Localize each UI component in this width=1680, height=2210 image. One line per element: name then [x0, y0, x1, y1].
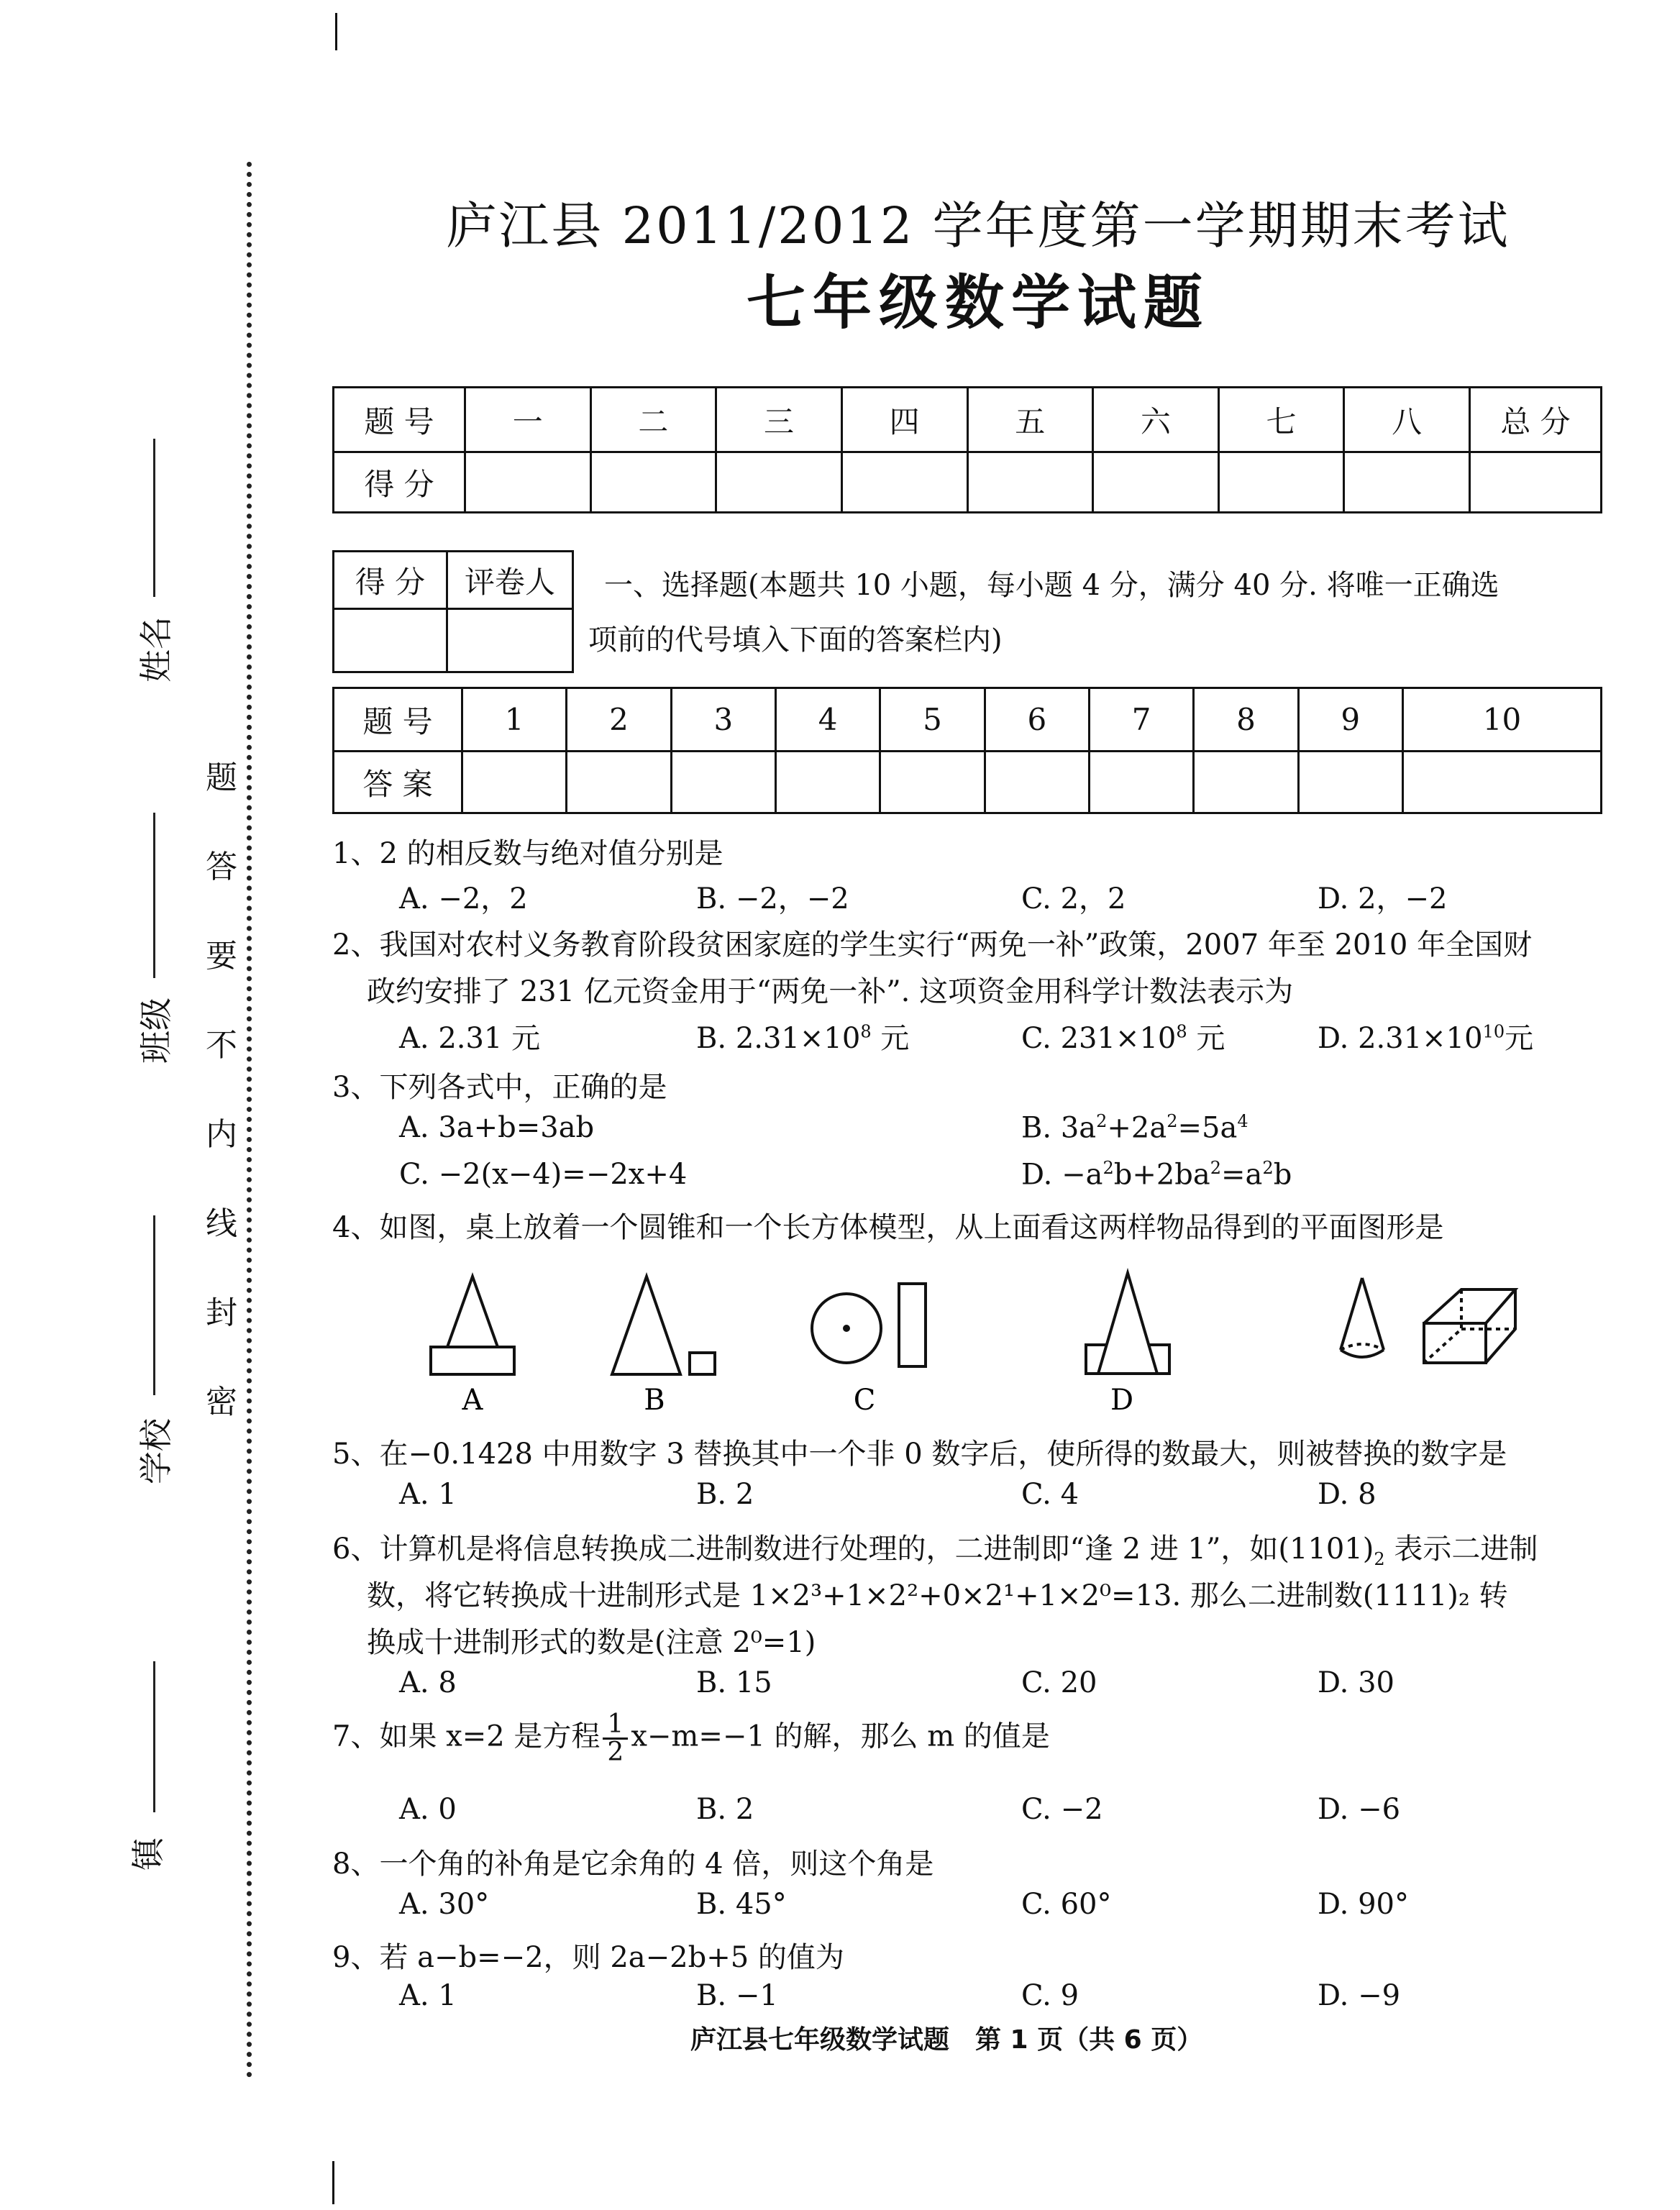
- q2-b-unit: 元: [871, 1022, 910, 1055]
- grader-box: [332, 550, 574, 673]
- question-4-figures: [332, 1262, 1602, 1420]
- q2-c-base: C. 231×10: [1021, 1022, 1177, 1055]
- q2-option-a: A. 2.31 元: [399, 1022, 541, 1055]
- q7-stem-part: x−m=−1 的解，那么 m 的值是: [631, 1720, 1050, 1753]
- q2-b-exp: 8: [860, 1021, 872, 1042]
- answer-table-header: 7: [1089, 688, 1193, 752]
- page-footer: 庐江县七年级数学试题 第 1 页（共 6 页）: [690, 2025, 1203, 2055]
- grader-name-header: 评卷人: [447, 552, 573, 609]
- q4-d-triangle: [1098, 1273, 1157, 1374]
- score-table-header: 四: [841, 388, 967, 452]
- answer-table: [332, 687, 1602, 814]
- name-label: 姓名: [137, 616, 175, 682]
- answer-table-header: 1: [462, 688, 567, 752]
- q2-option-b: [696, 1015, 909, 1056]
- q2-option-c: [1021, 1015, 1225, 1056]
- q3-option-c: C. −2(x−4)=−2x+4: [399, 1158, 688, 1191]
- q7-frac-den: 2: [607, 1738, 624, 1767]
- q4-cone-base-hidden: [1341, 1344, 1384, 1350]
- q2-b-base: B. 2.31×10: [696, 1022, 861, 1055]
- edge-mark: [335, 13, 337, 50]
- answer-cell[interactable]: [1298, 752, 1402, 813]
- answer-table-header: 2: [567, 688, 671, 752]
- question-1-stem: 1、2 的相反数与绝对值分别是: [332, 837, 723, 870]
- q4-cone-side: [1341, 1278, 1362, 1350]
- q4-box-edges: [1424, 1289, 1515, 1323]
- question-7-stem: [332, 1709, 1050, 1767]
- q4-box-front: [1424, 1323, 1486, 1363]
- answer-cell[interactable]: [462, 752, 567, 813]
- q9-option-b: B. −1: [696, 1979, 778, 2012]
- answer-table-header: 题 号: [334, 688, 462, 752]
- answer-cell[interactable]: [671, 752, 775, 813]
- score-table-header: 一: [465, 388, 591, 452]
- q6-stem-sub: 2: [1374, 1549, 1385, 1569]
- seal-char: 密: [206, 1384, 237, 1420]
- question-4-stem: 4、如图，桌上放着一个圆锥和一个长方体模型，从上面看这两样物品得到的平面图形是: [332, 1211, 1444, 1244]
- answer-table-header: 5: [880, 688, 985, 752]
- score-table-header: 七: [1218, 388, 1344, 452]
- seal-dotted-line: [247, 162, 252, 2078]
- q2-c-unit: 元: [1187, 1022, 1225, 1055]
- q3-b-exp: 2: [1096, 1111, 1108, 1131]
- q3-option-d: [1021, 1158, 1292, 1191]
- q7-stem-part: 7、如果 x=2 是方程: [332, 1720, 601, 1753]
- q2-d-exp: 10: [1482, 1021, 1505, 1042]
- score-table-header: 八: [1344, 388, 1470, 452]
- q3-d-part: b: [1273, 1158, 1292, 1192]
- score-table-header: 总 分: [1470, 388, 1602, 452]
- class-blank-line: [153, 813, 155, 978]
- answer-cell[interactable]: [880, 752, 985, 813]
- q4-a-triangle: [447, 1277, 498, 1347]
- q4-c-rect: [899, 1284, 926, 1366]
- answer-cell[interactable]: [985, 752, 1089, 813]
- score-cell[interactable]: [1093, 452, 1219, 513]
- score-cell[interactable]: [967, 452, 1093, 513]
- q6-option-c: C. 20: [1021, 1666, 1097, 1699]
- q4-cone-side: [1362, 1278, 1384, 1350]
- q2-c-exp: 8: [1176, 1021, 1187, 1042]
- q3-option-a: A. 3a+b=3ab: [399, 1111, 595, 1144]
- grader-score-header: 得 分: [334, 552, 447, 609]
- answer-cell[interactable]: [567, 752, 671, 813]
- q3-d-part: D. −a: [1021, 1158, 1103, 1192]
- seal-char: 内: [206, 1116, 237, 1153]
- score-table-header: 三: [716, 388, 842, 452]
- seal-char: 题: [206, 759, 237, 796]
- q8-option-c: C. 60°: [1021, 1888, 1112, 1921]
- q4-label-d: D: [1110, 1384, 1134, 1417]
- question-8-stem: 8、一个角的补角是它余角的 4 倍，则这个角是: [332, 1848, 934, 1881]
- q4-b-square: [690, 1353, 715, 1374]
- q6-option-a: A. 8: [399, 1666, 457, 1699]
- q4-label-a: A: [462, 1384, 483, 1417]
- q8-option-b: B. 45°: [696, 1888, 787, 1921]
- q7-option-a: A. 0: [399, 1793, 457, 1826]
- answer-cell[interactable]: [1402, 752, 1601, 813]
- seal-line-warning: [200, 759, 243, 1476]
- score-cell[interactable]: [1344, 452, 1470, 513]
- seal-char: 不: [206, 1027, 237, 1064]
- question-6-line2: 数，将它转换成十进制形式是 1×2³+1×2²+0×2¹+1×2⁰=13. 那么二进制数(1111)₂ 转: [367, 1579, 1508, 1612]
- answer-table-header: 4: [775, 688, 880, 752]
- q6-option-b: B. 15: [696, 1666, 772, 1699]
- question-9-stem: 9、若 a−b=−2，则 2a−2b+5 的值为: [332, 1941, 844, 1974]
- score-table-header: 二: [590, 388, 716, 452]
- q5-option-a: A. 1: [399, 1478, 457, 1511]
- q5-option-b: B. 2: [696, 1478, 754, 1511]
- score-cell[interactable]: [1218, 452, 1344, 513]
- q7-option-c: C. −2: [1021, 1793, 1103, 1826]
- question-6-line3: 换成十进制形式的数是(注意 2⁰=1): [367, 1626, 816, 1659]
- score-table-header: 六: [1093, 388, 1219, 452]
- q4-label-c: C: [853, 1384, 876, 1417]
- answer-table-header: 3: [671, 688, 775, 752]
- question-2-stem: 2、我国对农村义务教育阶段贫困家庭的学生实行“两免一补”政策，2007 年至 2010 年全国财: [332, 928, 1533, 962]
- seal-char: 答: [206, 849, 237, 885]
- score-cell[interactable]: [465, 452, 591, 513]
- q7-frac-num: 1: [603, 1712, 628, 1740]
- q5-option-d: D. 8: [1318, 1478, 1377, 1511]
- q8-option-d: D. 90°: [1318, 1888, 1409, 1921]
- section1-instructions: 一、选择题(本题共 10 小题，每小题 4 分，满分 40 分. 将唯一正确选: [604, 569, 1499, 602]
- score-cell[interactable]: [841, 452, 967, 513]
- question-5-stem: 5、在−0.1428 中用数字 3 替换其中一个非 0 数字后，使所得的数最大，则被替换的数字是: [332, 1438, 1507, 1471]
- q3-d-part: b+2ba: [1113, 1158, 1210, 1192]
- town-blank-line: [153, 1661, 155, 1812]
- q9-option-c: C. 9: [1021, 1979, 1079, 2012]
- question-6-stem: [332, 1526, 1538, 1569]
- score-table-header: 五: [967, 388, 1093, 452]
- answer-table-header: 6: [985, 688, 1089, 752]
- edge-mark: [332, 2161, 334, 2204]
- score-cell[interactable]: [590, 452, 716, 513]
- q3-b-part: B. 3a: [1021, 1111, 1097, 1145]
- q1-option-d: D. 2，−2: [1318, 882, 1448, 915]
- score-table-header: 题 号: [334, 388, 465, 452]
- seal-char: 线: [206, 1205, 237, 1242]
- answer-row-label: 答 案: [334, 752, 462, 813]
- grader-name-cell[interactable]: [447, 609, 573, 672]
- q1-option-c: C. 2，2: [1021, 882, 1126, 915]
- name-blank-line: [153, 439, 155, 597]
- q3-d-exp: 2: [1262, 1158, 1274, 1178]
- answer-table-header: 8: [1194, 688, 1298, 752]
- q3-b-exp: 2: [1167, 1111, 1178, 1131]
- q1-option-b: B. −2，−2: [696, 882, 849, 915]
- question-3-stem: 3、下列各式中，正确的是: [332, 1071, 667, 1104]
- q2-d-unit: 元: [1505, 1022, 1534, 1055]
- q3-option-b: [1021, 1111, 1248, 1144]
- q4-box-hidden-edges: [1424, 1289, 1461, 1363]
- q3-b-exp: 4: [1237, 1111, 1248, 1131]
- q8-option-a: A. 30°: [399, 1888, 490, 1921]
- q1-option-a: A. −2，2: [399, 882, 528, 915]
- q7-fraction: [603, 1709, 628, 1767]
- answer-table-header: 10: [1402, 688, 1601, 752]
- q3-b-part: =5a: [1177, 1111, 1238, 1145]
- answer-cell[interactable]: [1089, 752, 1193, 813]
- exam-subtitle: 七年级数学试题: [746, 269, 1210, 337]
- q6-stem-part: 表示二进制: [1384, 1533, 1538, 1566]
- score-row-label: 得 分: [334, 452, 465, 513]
- q6-stem-part: 6、计算机是将信息转换成二进制数进行处理的，二进制即“逢 2 进 1”，如(1101): [332, 1533, 1374, 1566]
- q3-d-exp: 2: [1210, 1158, 1222, 1178]
- q6-option-d: D. 30: [1318, 1666, 1394, 1699]
- q9-option-a: A. 1: [399, 1979, 457, 2012]
- q2-option-d: [1318, 1015, 1533, 1056]
- town-label: 镇: [129, 1837, 168, 1871]
- q7-option-b: B. 2: [696, 1793, 754, 1826]
- q3-d-part: =a: [1221, 1158, 1263, 1192]
- q4-box-edges: [1486, 1289, 1515, 1363]
- class-label: 班级: [137, 997, 175, 1064]
- q7-option-d: D. −6: [1318, 1793, 1401, 1826]
- answer-table-header: 9: [1298, 688, 1402, 752]
- answer-cell[interactable]: [775, 752, 880, 813]
- q4-c-dot: [844, 1326, 849, 1330]
- q2-d-base: D. 2.31×10: [1318, 1022, 1483, 1055]
- exam-title: 庐江县 2011/2012 学年度第一学期期末考试: [446, 196, 1510, 255]
- grader-score-cell[interactable]: [334, 609, 447, 672]
- q3-d-exp: 2: [1102, 1158, 1114, 1178]
- q9-option-d: D. −9: [1318, 1979, 1401, 2012]
- score-cell[interactable]: [1470, 452, 1602, 513]
- school-blank-line: [153, 1215, 155, 1395]
- q4-cone-base: [1341, 1350, 1384, 1357]
- school-label: 学校: [137, 1418, 175, 1484]
- score-cell[interactable]: [716, 452, 842, 513]
- q4-a-rect: [431, 1347, 514, 1374]
- q4-b-triangle: [612, 1277, 680, 1374]
- seal-char: 要: [206, 938, 237, 974]
- answer-cell[interactable]: [1194, 752, 1298, 813]
- seal-char: 封: [206, 1295, 237, 1331]
- q4-label-b: B: [644, 1384, 665, 1417]
- q3-b-part: +2a: [1107, 1111, 1167, 1145]
- q5-option-c: C. 4: [1021, 1478, 1079, 1511]
- question-2-stem-cont: 政约安排了 231 亿元资金用于“两免一补”. 这项资金用科学计数法表示为: [367, 975, 1294, 1008]
- section1-instructions-cont: 项前的代号填入下面的答案栏内): [588, 624, 1003, 657]
- score-table: [332, 386, 1602, 513]
